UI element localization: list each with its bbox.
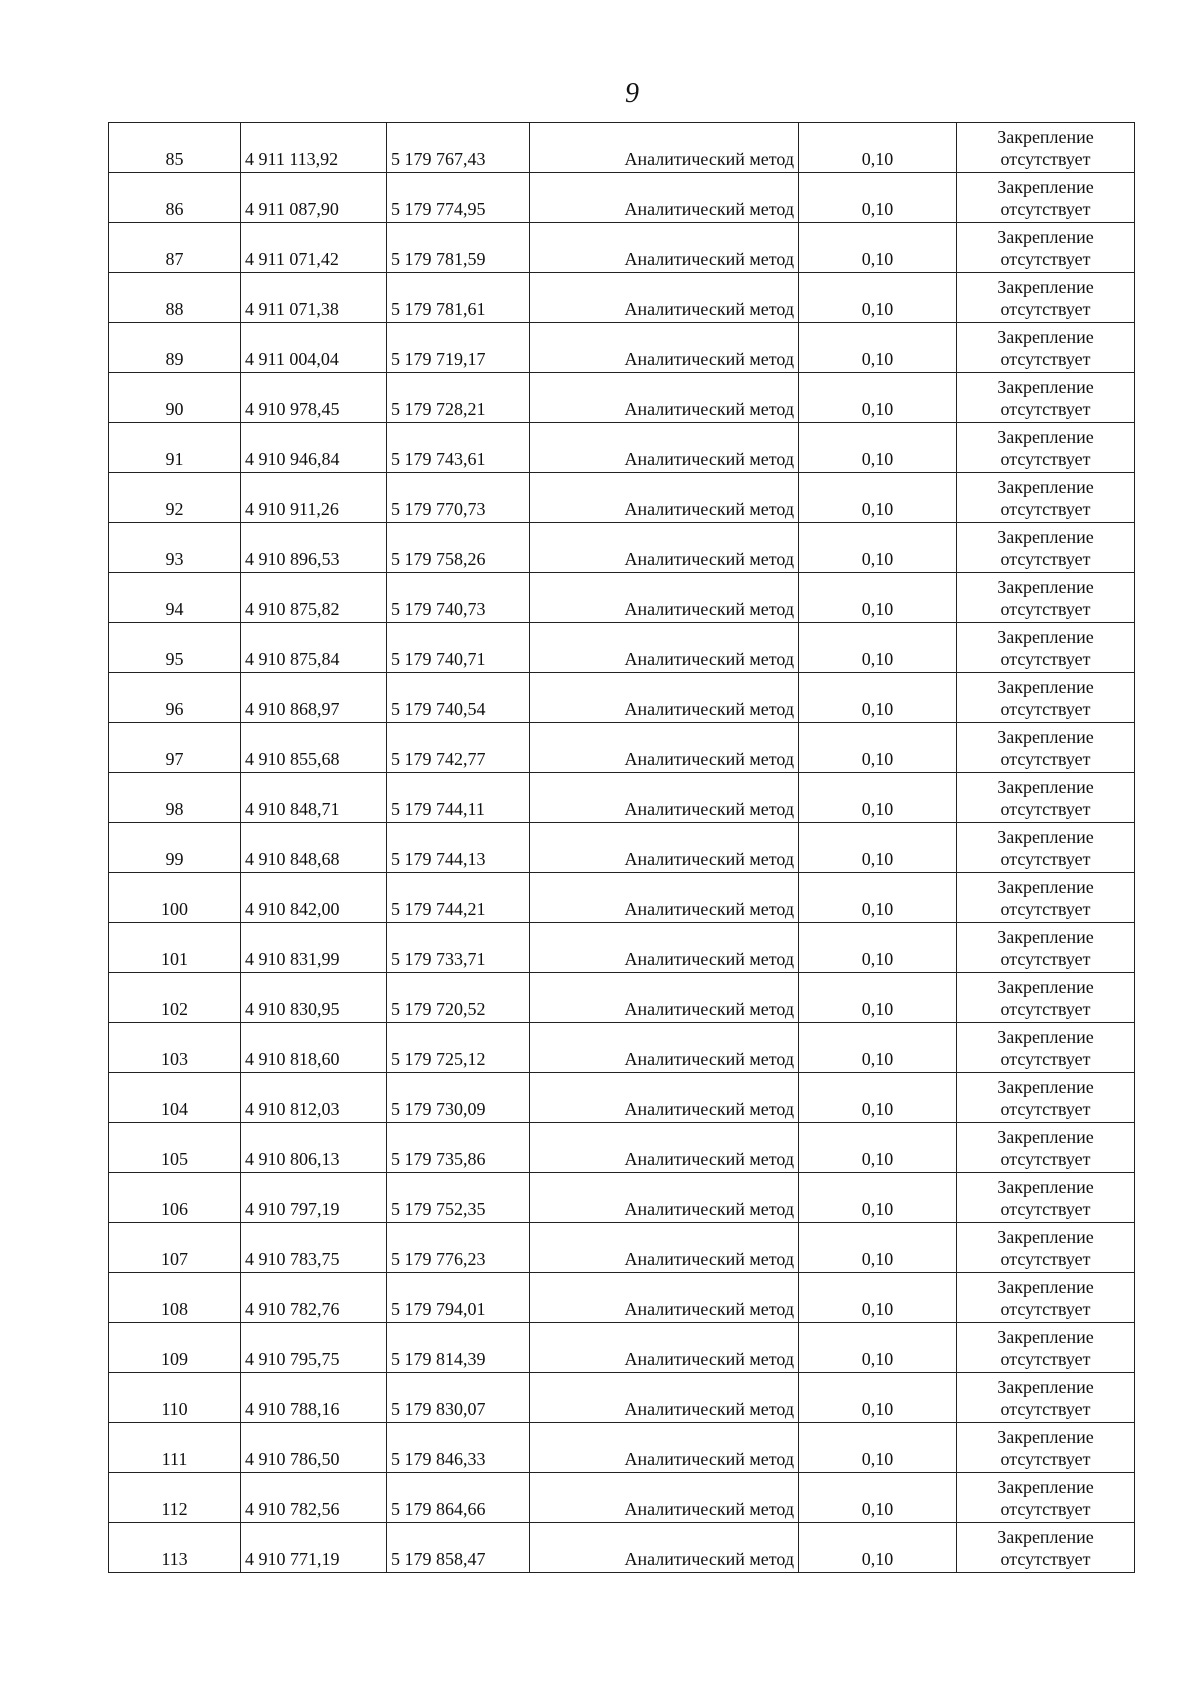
y-coordinate-cell: 5 179 742,77 bbox=[387, 723, 530, 773]
table-row bbox=[109, 223, 1135, 273]
y-coordinate-cell: 5 179 720,52 bbox=[387, 973, 530, 1023]
fixation-cell bbox=[957, 1273, 1135, 1323]
point-number-cell: 112 bbox=[109, 1473, 241, 1523]
fixation-cell bbox=[957, 1523, 1135, 1573]
fixation-line-1: Закрепление bbox=[997, 627, 1094, 647]
point-number-cell: 105 bbox=[109, 1123, 241, 1173]
y-coordinate-cell: 5 179 725,12 bbox=[387, 1023, 530, 1073]
fixation-cell bbox=[957, 1173, 1135, 1223]
fixation-line-1: Закрепление bbox=[997, 727, 1094, 747]
fixation-line-2: отсутствует bbox=[1000, 1399, 1091, 1419]
table-row bbox=[109, 123, 1135, 173]
fixation-line-1: Закрепление bbox=[997, 877, 1094, 897]
fixation-line-2: отсутствует bbox=[1000, 549, 1091, 569]
fixation-line-1: Закрепление bbox=[997, 477, 1094, 497]
y-coordinate-cell: 5 179 770,73 bbox=[387, 473, 530, 523]
table-row bbox=[109, 523, 1135, 573]
table-row bbox=[109, 873, 1135, 923]
x-coordinate-cell: 4 910 896,53 bbox=[241, 523, 387, 573]
fixation-cell bbox=[957, 973, 1135, 1023]
fixation-cell bbox=[957, 1073, 1135, 1123]
fixation-line-1: Закрепление bbox=[997, 827, 1094, 847]
fixation-line-1: Закрепление bbox=[997, 1177, 1094, 1197]
method-cell: Аналитический метод bbox=[530, 273, 799, 323]
point-number-cell: 103 bbox=[109, 1023, 241, 1073]
fixation-line-1: Закрепление bbox=[997, 1277, 1094, 1297]
fixation-line-2: отсутствует bbox=[1000, 199, 1091, 219]
fixation-line-2: отсутствует bbox=[1000, 1349, 1091, 1369]
point-number-cell: 89 bbox=[109, 323, 241, 373]
x-coordinate-cell: 4 910 812,03 bbox=[241, 1073, 387, 1123]
table-row bbox=[109, 673, 1135, 723]
x-coordinate-cell: 4 910 795,75 bbox=[241, 1323, 387, 1373]
error-cell: 0,10 bbox=[799, 773, 957, 823]
fixation-line-2: отсутствует bbox=[1000, 1099, 1091, 1119]
fixation-line-1: Закрепление bbox=[997, 1427, 1094, 1447]
method-cell: Аналитический метод bbox=[530, 1473, 799, 1523]
y-coordinate-cell: 5 179 758,26 bbox=[387, 523, 530, 573]
fixation-cell bbox=[957, 1423, 1135, 1473]
error-cell: 0,10 bbox=[799, 1223, 957, 1273]
error-cell: 0,10 bbox=[799, 1423, 957, 1473]
fixation-cell bbox=[957, 1023, 1135, 1073]
error-cell: 0,10 bbox=[799, 823, 957, 873]
error-cell: 0,10 bbox=[799, 1273, 957, 1323]
x-coordinate-cell: 4 910 797,19 bbox=[241, 1173, 387, 1223]
error-cell: 0,10 bbox=[799, 1173, 957, 1223]
y-coordinate-cell: 5 179 719,17 bbox=[387, 323, 530, 373]
error-cell: 0,10 bbox=[799, 473, 957, 523]
point-number-cell: 107 bbox=[109, 1223, 241, 1273]
x-coordinate-cell: 4 910 855,68 bbox=[241, 723, 387, 773]
method-cell: Аналитический метод bbox=[530, 1423, 799, 1473]
fixation-line-1: Закрепление bbox=[997, 327, 1094, 347]
fixation-line-2: отсутствует bbox=[1000, 1149, 1091, 1169]
fixation-cell bbox=[957, 623, 1135, 673]
point-number-cell: 98 bbox=[109, 773, 241, 823]
x-coordinate-cell: 4 910 783,75 bbox=[241, 1223, 387, 1273]
point-number-cell: 91 bbox=[109, 423, 241, 473]
error-cell: 0,10 bbox=[799, 1473, 957, 1523]
fixation-line-2: отсутствует bbox=[1000, 299, 1091, 319]
point-number-cell: 109 bbox=[109, 1323, 241, 1373]
fixation-line-1: Закрепление bbox=[997, 1027, 1094, 1047]
method-cell: Аналитический метод bbox=[530, 1323, 799, 1373]
x-coordinate-cell: 4 910 868,97 bbox=[241, 673, 387, 723]
method-cell: Аналитический метод bbox=[530, 373, 799, 423]
fixation-line-2: отсутствует bbox=[1000, 1249, 1091, 1269]
error-cell: 0,10 bbox=[799, 923, 957, 973]
point-number-cell: 101 bbox=[109, 923, 241, 973]
point-number-cell: 106 bbox=[109, 1173, 241, 1223]
fixation-line-1: Закрепление bbox=[997, 777, 1094, 797]
fixation-line-1: Закрепление bbox=[997, 1127, 1094, 1147]
method-cell: Аналитический метод bbox=[530, 1223, 799, 1273]
fixation-line-2: отсутствует bbox=[1000, 1049, 1091, 1069]
fixation-line-1: Закрепление bbox=[997, 977, 1094, 997]
point-number-cell: 110 bbox=[109, 1373, 241, 1423]
x-coordinate-cell: 4 910 946,84 bbox=[241, 423, 387, 473]
error-cell: 0,10 bbox=[799, 1023, 957, 1073]
table-row bbox=[109, 1523, 1135, 1573]
y-coordinate-cell: 5 179 740,71 bbox=[387, 623, 530, 673]
fixation-line-2: отсутствует bbox=[1000, 1549, 1091, 1569]
point-number-cell: 95 bbox=[109, 623, 241, 673]
table-row bbox=[109, 1273, 1135, 1323]
table-row bbox=[109, 1423, 1135, 1473]
fixation-line-2: отсутствует bbox=[1000, 949, 1091, 969]
y-coordinate-cell: 5 179 858,47 bbox=[387, 1523, 530, 1573]
fixation-cell bbox=[957, 573, 1135, 623]
table-row bbox=[109, 773, 1135, 823]
fixation-line-2: отсутствует bbox=[1000, 1499, 1091, 1519]
fixation-line-2: отсутствует bbox=[1000, 399, 1091, 419]
x-coordinate-cell: 4 910 782,76 bbox=[241, 1273, 387, 1323]
fixation-line-2: отсутствует bbox=[1000, 349, 1091, 369]
table-row bbox=[109, 1173, 1135, 1223]
x-coordinate-cell: 4 910 782,56 bbox=[241, 1473, 387, 1523]
point-number-cell: 90 bbox=[109, 373, 241, 423]
method-cell: Аналитический метод bbox=[530, 1073, 799, 1123]
point-number-cell: 99 bbox=[109, 823, 241, 873]
table-row bbox=[109, 323, 1135, 373]
fixation-line-1: Закрепление bbox=[997, 127, 1094, 147]
method-cell: Аналитический метод bbox=[530, 1023, 799, 1073]
point-number-cell: 86 bbox=[109, 173, 241, 223]
y-coordinate-cell: 5 179 774,95 bbox=[387, 173, 530, 223]
table-row bbox=[109, 423, 1135, 473]
fixation-cell bbox=[957, 1373, 1135, 1423]
method-cell: Аналитический метод bbox=[530, 1273, 799, 1323]
method-cell: Аналитический метод bbox=[530, 923, 799, 973]
fixation-line-2: отсутствует bbox=[1000, 149, 1091, 169]
y-coordinate-cell: 5 179 814,39 bbox=[387, 1323, 530, 1373]
fixation-cell bbox=[957, 123, 1135, 173]
fixation-line-1: Закрепление bbox=[997, 427, 1094, 447]
point-number-cell: 93 bbox=[109, 523, 241, 573]
x-coordinate-cell: 4 911 113,92 bbox=[241, 123, 387, 173]
method-cell: Аналитический метод bbox=[530, 1123, 799, 1173]
table-row bbox=[109, 823, 1135, 873]
fixation-cell bbox=[957, 173, 1135, 223]
fixation-cell bbox=[957, 773, 1135, 823]
fixation-cell bbox=[957, 923, 1135, 973]
point-number-cell: 113 bbox=[109, 1523, 241, 1573]
y-coordinate-cell: 5 179 794,01 bbox=[387, 1273, 530, 1323]
y-coordinate-cell: 5 179 744,13 bbox=[387, 823, 530, 873]
error-cell: 0,10 bbox=[799, 1073, 957, 1123]
y-coordinate-cell: 5 179 730,09 bbox=[387, 1073, 530, 1123]
fixation-cell bbox=[957, 323, 1135, 373]
error-cell: 0,10 bbox=[799, 1373, 957, 1423]
error-cell: 0,10 bbox=[799, 273, 957, 323]
y-coordinate-cell: 5 179 740,73 bbox=[387, 573, 530, 623]
fixation-cell bbox=[957, 273, 1135, 323]
method-cell: Аналитический метод bbox=[530, 1373, 799, 1423]
point-number-cell: 108 bbox=[109, 1273, 241, 1323]
table-row bbox=[109, 1123, 1135, 1173]
x-coordinate-cell: 4 910 786,50 bbox=[241, 1423, 387, 1473]
error-cell: 0,10 bbox=[799, 323, 957, 373]
x-coordinate-cell: 4 910 771,19 bbox=[241, 1523, 387, 1573]
y-coordinate-cell: 5 179 728,21 bbox=[387, 373, 530, 423]
fixation-cell bbox=[957, 873, 1135, 923]
method-cell: Аналитический метод bbox=[530, 1523, 799, 1573]
fixation-line-2: отсутствует bbox=[1000, 699, 1091, 719]
fixation-line-1: Закрепление bbox=[997, 227, 1094, 247]
fixation-line-2: отсутствует bbox=[1000, 649, 1091, 669]
method-cell: Аналитический метод bbox=[530, 673, 799, 723]
point-number-cell: 87 bbox=[109, 223, 241, 273]
table-row bbox=[109, 473, 1135, 523]
table-row bbox=[109, 973, 1135, 1023]
table-row bbox=[109, 1073, 1135, 1123]
error-cell: 0,10 bbox=[799, 673, 957, 723]
point-number-cell: 97 bbox=[109, 723, 241, 773]
y-coordinate-cell: 5 179 776,23 bbox=[387, 1223, 530, 1273]
fixation-line-2: отсутствует bbox=[1000, 599, 1091, 619]
y-coordinate-cell: 5 179 767,43 bbox=[387, 123, 530, 173]
fixation-line-2: отсутствует bbox=[1000, 1449, 1091, 1469]
fixation-cell bbox=[957, 1473, 1135, 1523]
x-coordinate-cell: 4 911 004,04 bbox=[241, 323, 387, 373]
error-cell: 0,10 bbox=[799, 1123, 957, 1173]
error-cell: 0,10 bbox=[799, 1323, 957, 1373]
x-coordinate-cell: 4 910 818,60 bbox=[241, 1023, 387, 1073]
method-cell: Аналитический метод bbox=[530, 223, 799, 273]
point-number-cell: 92 bbox=[109, 473, 241, 523]
x-coordinate-cell: 4 910 911,26 bbox=[241, 473, 387, 523]
x-coordinate-cell: 4 910 842,00 bbox=[241, 873, 387, 923]
y-coordinate-cell: 5 179 733,71 bbox=[387, 923, 530, 973]
fixation-line-1: Закрепление bbox=[997, 1327, 1094, 1347]
table-row bbox=[109, 1473, 1135, 1523]
x-coordinate-cell: 4 910 788,16 bbox=[241, 1373, 387, 1423]
fixation-line-1: Закрепление bbox=[997, 1227, 1094, 1247]
table-row bbox=[109, 1223, 1135, 1273]
table-row bbox=[109, 1323, 1135, 1373]
error-cell: 0,10 bbox=[799, 173, 957, 223]
method-cell: Аналитический метод bbox=[530, 123, 799, 173]
fixation-cell bbox=[957, 373, 1135, 423]
method-cell: Аналитический метод bbox=[530, 973, 799, 1023]
error-cell: 0,10 bbox=[799, 723, 957, 773]
x-coordinate-cell: 4 910 875,82 bbox=[241, 573, 387, 623]
fixation-line-1: Закрепление bbox=[997, 527, 1094, 547]
y-coordinate-cell: 5 179 830,07 bbox=[387, 1373, 530, 1423]
fixation-line-1: Закрепление bbox=[997, 377, 1094, 397]
x-coordinate-cell: 4 910 875,84 bbox=[241, 623, 387, 673]
table-row bbox=[109, 373, 1135, 423]
page-number: 9 bbox=[625, 78, 639, 109]
error-cell: 0,10 bbox=[799, 573, 957, 623]
x-coordinate-cell: 4 911 071,38 bbox=[241, 273, 387, 323]
y-coordinate-cell: 5 179 744,21 bbox=[387, 873, 530, 923]
fixation-line-2: отсутствует bbox=[1000, 799, 1091, 819]
method-cell: Аналитический метод bbox=[530, 423, 799, 473]
y-coordinate-cell: 5 179 781,61 bbox=[387, 273, 530, 323]
fixation-line-1: Закрепление bbox=[997, 1377, 1094, 1397]
error-cell: 0,10 bbox=[799, 373, 957, 423]
table-row bbox=[109, 723, 1135, 773]
fixation-cell bbox=[957, 723, 1135, 773]
y-coordinate-cell: 5 179 735,86 bbox=[387, 1123, 530, 1173]
error-cell: 0,10 bbox=[799, 623, 957, 673]
x-coordinate-cell: 4 910 978,45 bbox=[241, 373, 387, 423]
fixation-cell bbox=[957, 223, 1135, 273]
y-coordinate-cell: 5 179 743,61 bbox=[387, 423, 530, 473]
y-coordinate-cell: 5 179 744,11 bbox=[387, 773, 530, 823]
fixation-cell bbox=[957, 1323, 1135, 1373]
method-cell: Аналитический метод bbox=[530, 173, 799, 223]
fixation-cell bbox=[957, 423, 1135, 473]
fixation-cell bbox=[957, 523, 1135, 573]
y-coordinate-cell: 5 179 846,33 bbox=[387, 1423, 530, 1473]
table-row bbox=[109, 573, 1135, 623]
fixation-line-2: отсутствует bbox=[1000, 499, 1091, 519]
table-row bbox=[109, 173, 1135, 223]
fixation-line-1: Закрепление bbox=[997, 927, 1094, 947]
x-coordinate-cell: 4 910 831,99 bbox=[241, 923, 387, 973]
fixation-cell bbox=[957, 823, 1135, 873]
point-number-cell: 85 bbox=[109, 123, 241, 173]
fixation-line-1: Закрепление bbox=[997, 177, 1094, 197]
method-cell: Аналитический метод bbox=[530, 1173, 799, 1223]
point-number-cell: 96 bbox=[109, 673, 241, 723]
table-row bbox=[109, 1023, 1135, 1073]
fixation-line-1: Закрепление bbox=[997, 577, 1094, 597]
method-cell: Аналитический метод bbox=[530, 773, 799, 823]
error-cell: 0,10 bbox=[799, 973, 957, 1023]
point-number-cell: 100 bbox=[109, 873, 241, 923]
fixation-line-1: Закрепление bbox=[997, 1077, 1094, 1097]
x-coordinate-cell: 4 911 087,90 bbox=[241, 173, 387, 223]
y-coordinate-cell: 5 179 752,35 bbox=[387, 1173, 530, 1223]
fixation-line-2: отсутствует bbox=[1000, 849, 1091, 869]
fixation-line-1: Закрепление bbox=[997, 1477, 1094, 1497]
point-number-cell: 102 bbox=[109, 973, 241, 1023]
fixation-line-2: отсутствует bbox=[1000, 449, 1091, 469]
fixation-line-1: Закрепление bbox=[997, 1527, 1094, 1547]
y-coordinate-cell: 5 179 781,59 bbox=[387, 223, 530, 273]
fixation-line-1: Закрепление bbox=[997, 277, 1094, 297]
y-coordinate-cell: 5 179 864,66 bbox=[387, 1473, 530, 1523]
table-row bbox=[109, 1373, 1135, 1423]
coordinates-table-body bbox=[109, 123, 1135, 1573]
error-cell: 0,10 bbox=[799, 1523, 957, 1573]
fixation-line-2: отсутствует bbox=[1000, 749, 1091, 769]
point-number-cell: 94 bbox=[109, 573, 241, 623]
method-cell: Аналитический метод bbox=[530, 523, 799, 573]
method-cell: Аналитический метод bbox=[530, 723, 799, 773]
table-row bbox=[109, 923, 1135, 973]
error-cell: 0,10 bbox=[799, 523, 957, 573]
fixation-cell bbox=[957, 673, 1135, 723]
y-coordinate-cell: 5 179 740,54 bbox=[387, 673, 530, 723]
fixation-line-2: отсутствует bbox=[1000, 1199, 1091, 1219]
point-number-cell: 88 bbox=[109, 273, 241, 323]
point-number-cell: 104 bbox=[109, 1073, 241, 1123]
method-cell: Аналитический метод bbox=[530, 623, 799, 673]
method-cell: Аналитический метод bbox=[530, 573, 799, 623]
method-cell: Аналитический метод bbox=[530, 473, 799, 523]
method-cell: Аналитический метод bbox=[530, 873, 799, 923]
x-coordinate-cell: 4 910 830,95 bbox=[241, 973, 387, 1023]
error-cell: 0,10 bbox=[799, 423, 957, 473]
coordinates-table bbox=[108, 122, 1135, 1573]
fixation-line-2: отсутствует bbox=[1000, 999, 1091, 1019]
fixation-cell bbox=[957, 1123, 1135, 1173]
fixation-line-2: отсутствует bbox=[1000, 249, 1091, 269]
method-cell: Аналитический метод bbox=[530, 323, 799, 373]
fixation-line-1: Закрепление bbox=[997, 677, 1094, 697]
fixation-line-2: отсутствует bbox=[1000, 1299, 1091, 1319]
fixation-cell bbox=[957, 473, 1135, 523]
table-row bbox=[109, 273, 1135, 323]
x-coordinate-cell: 4 910 848,71 bbox=[241, 773, 387, 823]
error-cell: 0,10 bbox=[799, 873, 957, 923]
fixation-cell bbox=[957, 1223, 1135, 1273]
x-coordinate-cell: 4 910 806,13 bbox=[241, 1123, 387, 1173]
error-cell: 0,10 bbox=[799, 223, 957, 273]
fixation-line-2: отсутствует bbox=[1000, 899, 1091, 919]
x-coordinate-cell: 4 910 848,68 bbox=[241, 823, 387, 873]
method-cell: Аналитический метод bbox=[530, 823, 799, 873]
x-coordinate-cell: 4 911 071,42 bbox=[241, 223, 387, 273]
point-number-cell: 111 bbox=[109, 1423, 241, 1473]
table-row bbox=[109, 623, 1135, 673]
error-cell: 0,10 bbox=[799, 123, 957, 173]
